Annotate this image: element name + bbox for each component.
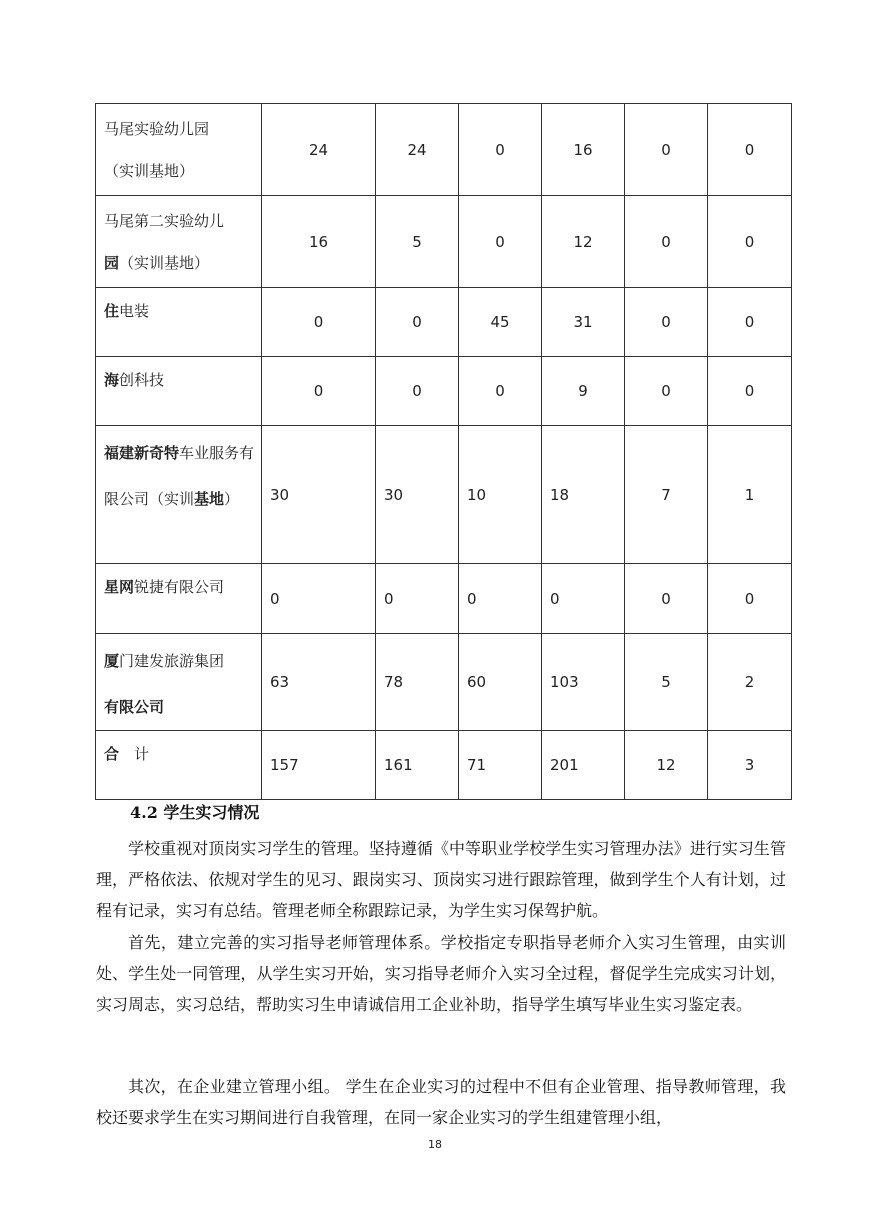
total-cell: 12 (625, 731, 708, 800)
value-cell: 31 (542, 288, 625, 357)
company-name-cell: 马尾实验幼儿园 （实训基地） (96, 104, 262, 196)
paragraph: 首先，建立完善的实习指导老师管理体系。学校指定专职指导老师介入实习生管理，由实训处、学生处一同管理，从学生实习开始，实习指导老师介入实习全过程，督促学生完成实习计划，实习周志，实习总结，帮助实习生申请诚信用工企业补助，指导学生填写毕业生实习鉴定表。 (96, 933, 786, 1014)
value-cell: 103 (542, 634, 625, 731)
value-cell: 5 (376, 196, 459, 288)
value-cell: 0 (376, 357, 459, 426)
value-cell: 18 (542, 426, 625, 564)
company-name-cell: 马尾第二实验幼儿 园（实训基地） (96, 196, 262, 288)
value-cell: 0 (708, 196, 792, 288)
value-cell: 0 (376, 288, 459, 357)
value-cell: 9 (542, 357, 625, 426)
value-cell: 0 (708, 564, 792, 634)
value-cell: 78 (376, 634, 459, 731)
value-cell: 12 (542, 196, 625, 288)
value-cell: 0 (459, 196, 542, 288)
page-number: 18 (428, 1138, 442, 1151)
value-cell: 0 (708, 104, 792, 196)
internship-table (95, 103, 792, 800)
total-cell: 3 (708, 731, 792, 800)
value-cell: 45 (459, 288, 542, 357)
table-row (96, 426, 792, 564)
value-cell: 0 (625, 357, 708, 426)
paragraph: 其次，在企业建立管理小组。 学生在企业实习的过程中不但有企业管理、指导教师管理，我校还要求学生在实习期间进行自我管理，在同一家企业实习的学生组建管理小组， (96, 1077, 786, 1127)
value-cell: 16 (542, 104, 625, 196)
company-name-cell: 厦门建发旅游集团 有限公司 (96, 634, 262, 731)
value-cell: 30 (376, 426, 459, 564)
value-cell: 0 (459, 357, 542, 426)
value-cell: 0 (708, 288, 792, 357)
value-cell: 5 (625, 634, 708, 731)
value-cell: 60 (459, 634, 542, 731)
table-row (96, 357, 792, 426)
total-cell: 71 (459, 731, 542, 800)
value-cell: 24 (262, 104, 376, 196)
value-cell: 16 (262, 196, 376, 288)
value-cell: 0 (625, 288, 708, 357)
value-cell: 24 (376, 104, 459, 196)
value-cell: 0 (459, 104, 542, 196)
value-cell: 0 (262, 288, 376, 357)
value-cell: 30 (262, 426, 376, 564)
value-cell: 0 (625, 564, 708, 634)
table-row (96, 564, 792, 634)
value-cell: 0 (459, 564, 542, 634)
value-cell: 63 (262, 634, 376, 731)
total-label-cell: 合 计 (96, 731, 262, 800)
value-cell: 7 (625, 426, 708, 564)
section-heading: 4.2 学生实习情况 (130, 803, 260, 822)
company-name-cell: 福建新奇特车业服务有限公司（实训基地） (96, 426, 262, 564)
company-name-cell: 住电装 (96, 288, 262, 357)
value-cell: 0 (542, 564, 625, 634)
value-cell: 0 (625, 104, 708, 196)
company-name-cell: 星网锐捷有限公司 (96, 564, 262, 634)
value-cell: 0 (708, 357, 792, 426)
value-cell: 2 (708, 634, 792, 731)
value-cell: 0 (262, 357, 376, 426)
value-cell: 10 (459, 426, 542, 564)
table-row (96, 634, 792, 731)
table-row (96, 104, 792, 196)
value-cell: 0 (376, 564, 459, 634)
total-cell: 161 (376, 731, 459, 800)
total-cell: 201 (542, 731, 625, 800)
paragraph: 学校重视对顶岗实习学生的管理。坚持遵循《中等职业学校学生实习管理办法》进行实习生管理，严格依法、依规对学生的见习、跟岗实习、顶岗实习进行跟踪管理，做到学生个人有计划，过程有记录，实习有总结。管理老师全称跟踪记录，为学生实习保驾护航。 (96, 839, 786, 920)
value-cell: 1 (708, 426, 792, 564)
table-row (96, 196, 792, 288)
company-name-cell: 海创科技 (96, 357, 262, 426)
value-cell: 0 (262, 564, 376, 634)
table-row (96, 288, 792, 357)
table-row-total (96, 731, 792, 800)
total-cell: 157 (262, 731, 376, 800)
value-cell: 0 (625, 196, 708, 288)
